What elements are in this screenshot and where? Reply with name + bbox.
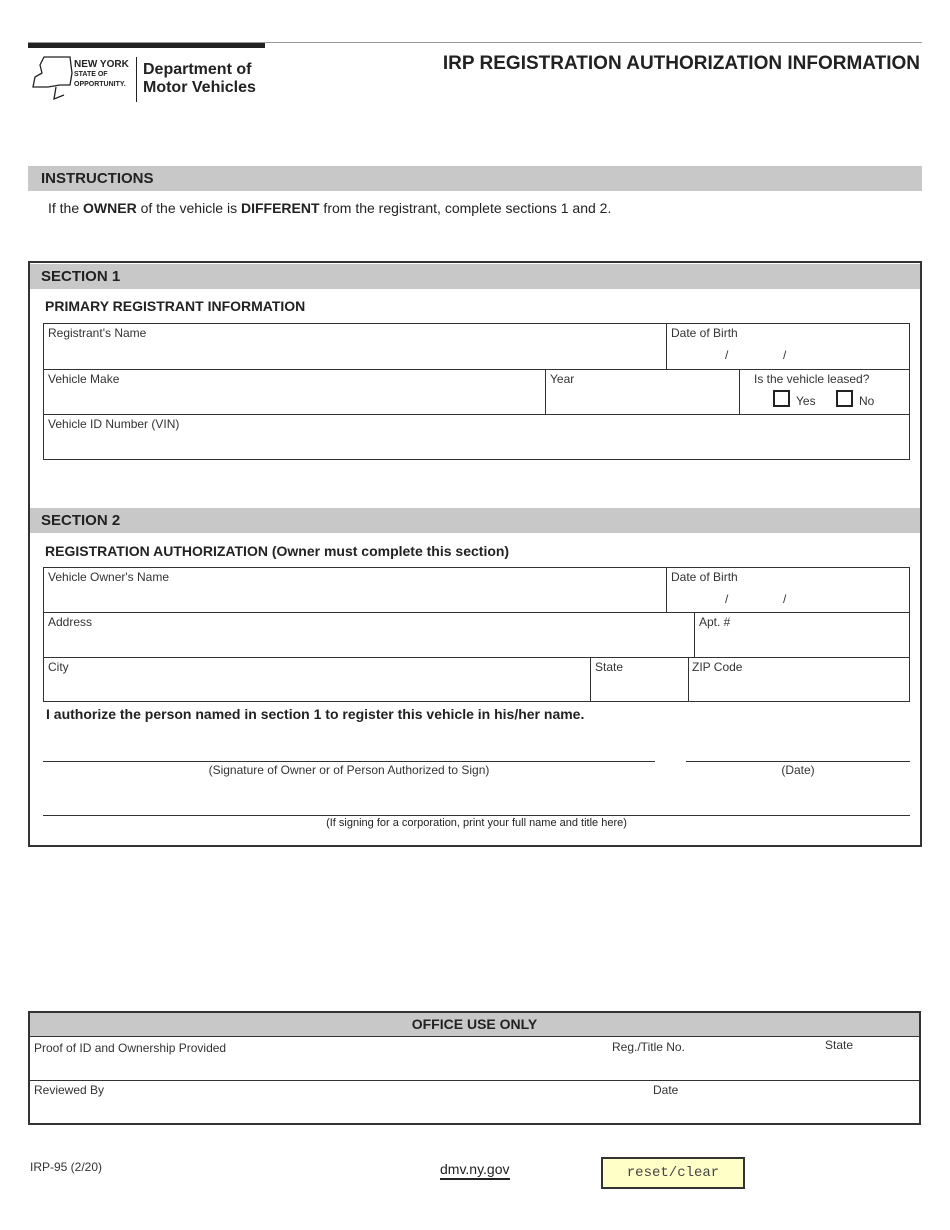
agency-line-1: Department of	[143, 61, 252, 78]
ny-state-logo-icon	[30, 55, 75, 103]
leased-field: Is the vehicle leased? Yes No	[739, 369, 910, 415]
form-id: IRP-95 (2/20)	[30, 1160, 103, 1174]
office-divider	[30, 1080, 919, 1081]
apt-field[interactable]: Apt. #	[694, 612, 910, 658]
header-bar	[28, 43, 265, 48]
owner-dob-field[interactable]: Date of Birth / /	[666, 567, 910, 613]
leased-no-checkbox[interactable]: No	[836, 390, 874, 408]
owner-name-field[interactable]: Vehicle Owner's Name	[43, 567, 667, 613]
registrant-dob-field[interactable]: Date of Birth / /	[666, 323, 910, 370]
reviewed-by-label: Reviewed By	[34, 1083, 105, 1097]
instructions-text: If the OWNER of the vehicle is DIFFERENT from the registrant, complete sections 1 and 2.	[48, 200, 612, 216]
office-use-heading: OFFICE USE ONLY	[30, 1013, 919, 1037]
section2-subheading: REGISTRATION AUTHORIZATION (Owner must complete this section)	[45, 543, 510, 559]
proof-label: Proof of ID and Ownership Provided	[34, 1041, 227, 1055]
form-title: IRP REGISTRATION AUTHORIZATION INFORMATION	[442, 53, 920, 74]
section2-heading: SECTION 2	[30, 508, 920, 533]
section1-subheading: PRIMARY REGISTRANT INFORMATION	[45, 298, 306, 314]
checkbox-icon	[836, 390, 853, 407]
section1-heading: SECTION 1	[30, 264, 920, 289]
registrant-name-field[interactable]: Registrant's Name	[43, 323, 667, 370]
leased-yes-checkbox[interactable]: Yes	[773, 390, 816, 408]
signature-line[interactable]	[43, 761, 655, 762]
vin-field[interactable]: Vehicle ID Number (VIN)	[43, 414, 910, 460]
vehicle-make-field[interactable]: Vehicle Make	[43, 369, 546, 415]
logo-divider	[136, 57, 137, 102]
state-field[interactable]: State	[590, 657, 689, 702]
signature-caption: (Signature of Owner or of Person Authorized to Sign)	[208, 763, 490, 777]
date-line[interactable]	[686, 761, 910, 762]
checkbox-icon	[773, 390, 790, 407]
reset-clear-button[interactable]: reset/clear	[601, 1157, 745, 1189]
city-field[interactable]: City	[43, 657, 591, 702]
instructions-heading: INSTRUCTIONS	[28, 166, 922, 191]
corporate-name-line[interactable]	[43, 815, 910, 816]
agency-name	[143, 61, 256, 97]
date-caption: (Date)	[781, 763, 815, 777]
corporate-caption: (If signing for a corporation, print your full name and title here)	[326, 817, 627, 829]
zip-field[interactable]: ZIP Code	[688, 657, 910, 702]
reg-title-label: Reg./Title No.	[612, 1040, 685, 1054]
agency-line-2: Motor Vehicles	[143, 79, 256, 96]
address-field[interactable]: Address	[43, 612, 695, 658]
office-state-label: State	[825, 1038, 854, 1052]
year-field[interactable]: Year	[545, 369, 740, 415]
authorization-statement: I authorize the person named in section 1 to register this vehicle in his/her name.	[46, 706, 585, 722]
website-link[interactable]: dmv.ny.gov	[440, 1161, 510, 1180]
logo-text: NEW YORK STATE OF OPPORTUNITY.	[74, 59, 129, 88]
office-date-label: Date	[653, 1083, 679, 1097]
